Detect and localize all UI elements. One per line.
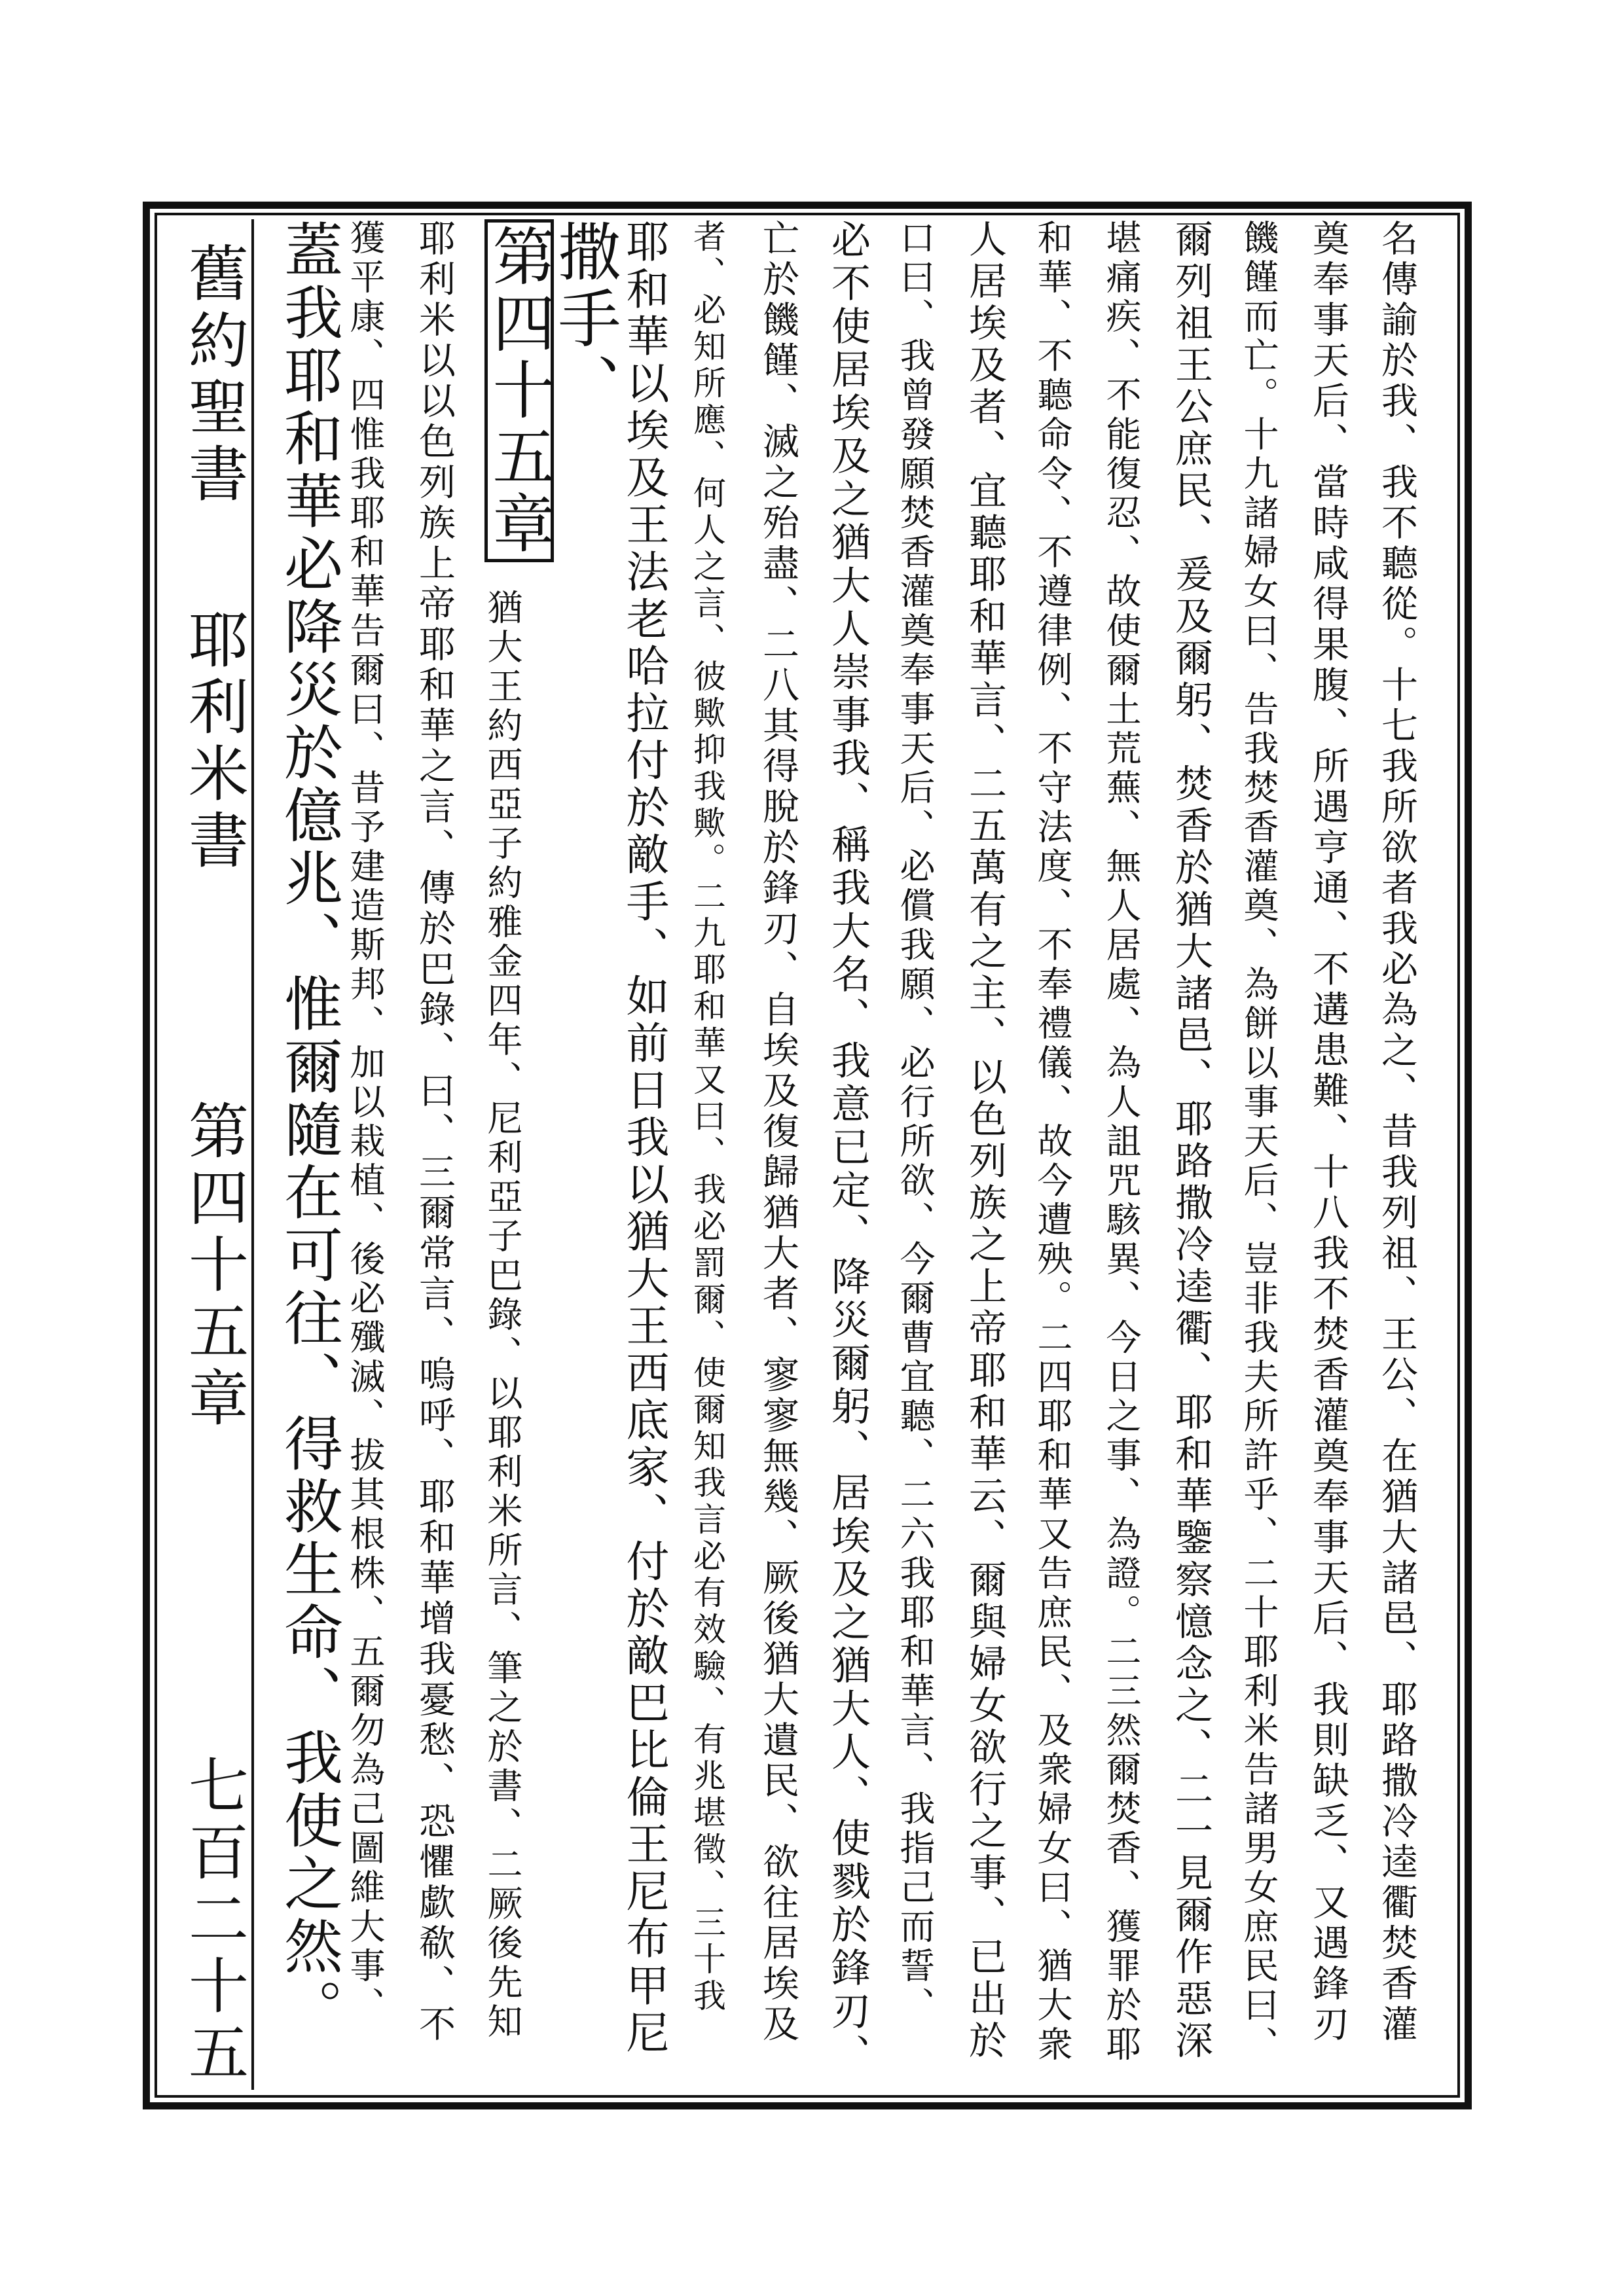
text-column-16: 獲平康、四惟我耶和華告爾曰、昔予建造斯邦、加以栽植、後必殲滅、拔其根株、五爾勿為己圖維大事、 bbox=[344, 219, 386, 2026]
text-column-15: 耶利米以以色列族上帝耶和華之言、傳於巴錄、曰、三爾常言、嗚呼、耶和華增我憂愁、恐懼歔欷、不 bbox=[413, 219, 456, 2045]
chapter-title-box: 第四十五章 bbox=[484, 219, 554, 562]
section-name: 耶利米書 bbox=[179, 609, 249, 876]
margin-divider bbox=[251, 219, 254, 2090]
text-column-10: 亡於饑饉、滅之殆盡、二八其得脫於鋒刃、自埃及復歸猶大者、寥寥無幾、厥後猶大遺民、欲往居埃及 bbox=[757, 219, 799, 2045]
text-column-1: 名傳諭於我、我不聽從。十七我所欲者我必為之、昔我列祖、王公、在猶大諸邑、耶路撒冷逵衢焚香灌 bbox=[1376, 219, 1418, 2045]
text-column-8: 口曰、我曾發願焚香灌奠奉事天后、必償我願、必行所欲、今爾曹宜聽、二六我耶和華言、我指己而誓、 bbox=[894, 219, 936, 2026]
text-column-14: 猶大王約西亞子約雅金四年、尼利亞子巴錄、以耶利米所言、筆之於書、二厥後先知 bbox=[482, 589, 523, 2042]
text-column-11: 者、必知所應、何人之言、彼歟抑我歟。二九耶和華又曰、我必罰爾、使爾知我言必有效驗、有兆堪徵、三十我 bbox=[688, 219, 726, 2015]
text-column-17: 蓋我耶和華必降災於億兆、惟爾隨在可往、得救生命、我使之然。 bbox=[274, 219, 342, 2041]
text-column-7: 人居埃及者、宜聽耶和華言、二五萬有之主、以色列族之上帝耶和華云、爾與婦女欲行之事、已出於 bbox=[962, 219, 1007, 2062]
text-column-2: 奠奉事天后、當時咸得果腹、所遇亨通、不遘患難、十八我不焚香灌奠奉事天后、我則缺乏、又遇鋒刃 bbox=[1307, 219, 1349, 2045]
chapter-heading: 第四十五章 bbox=[179, 1100, 249, 1433]
text-column-4: 爾列祖王公庶民、爰及爾躬、焚香於猶大諸邑、耶路撒冷逵衢、耶和華鑒察憶念之、二一見爾作惡深 bbox=[1169, 219, 1213, 2062]
page-number: 七百二十五 bbox=[179, 1754, 249, 2088]
book-title: 舊約聖書 bbox=[179, 242, 249, 509]
text-column-6: 和華、不聽命令、不遵律例、不守法度、不奉禮儀、故今遭殃。二四耶和華又告庶民、及衆婦女曰、猶大衆 bbox=[1032, 219, 1073, 2065]
text-column-3: 饑饉而亡。十九諸婦女曰、告我焚香灌奠、為餅以事天后、豈非我夫所許乎、二十耶利米告諸男女庶民曰、 bbox=[1238, 219, 1279, 2065]
text-column-5: 堪痛疾、不能復忍、故使爾土荒蕪、無人居處、為人詛咒駭異、今日之事、為證。二三然爾焚香、獲罪於耶 bbox=[1101, 219, 1142, 2065]
text-column-12: 耶和華以埃及王法老哈拉付於敵手、如前日我以猶大王西底家、付於敵巴比倫王尼布甲尼 bbox=[619, 219, 669, 2057]
text-column-13: 撒手、 bbox=[548, 219, 621, 420]
text-column-9: 必不使居埃及之猶大人崇事我、稱我大名、我意已定、降災爾躬、居埃及之猶大人、使戮於鋒刃、 bbox=[825, 219, 871, 2077]
